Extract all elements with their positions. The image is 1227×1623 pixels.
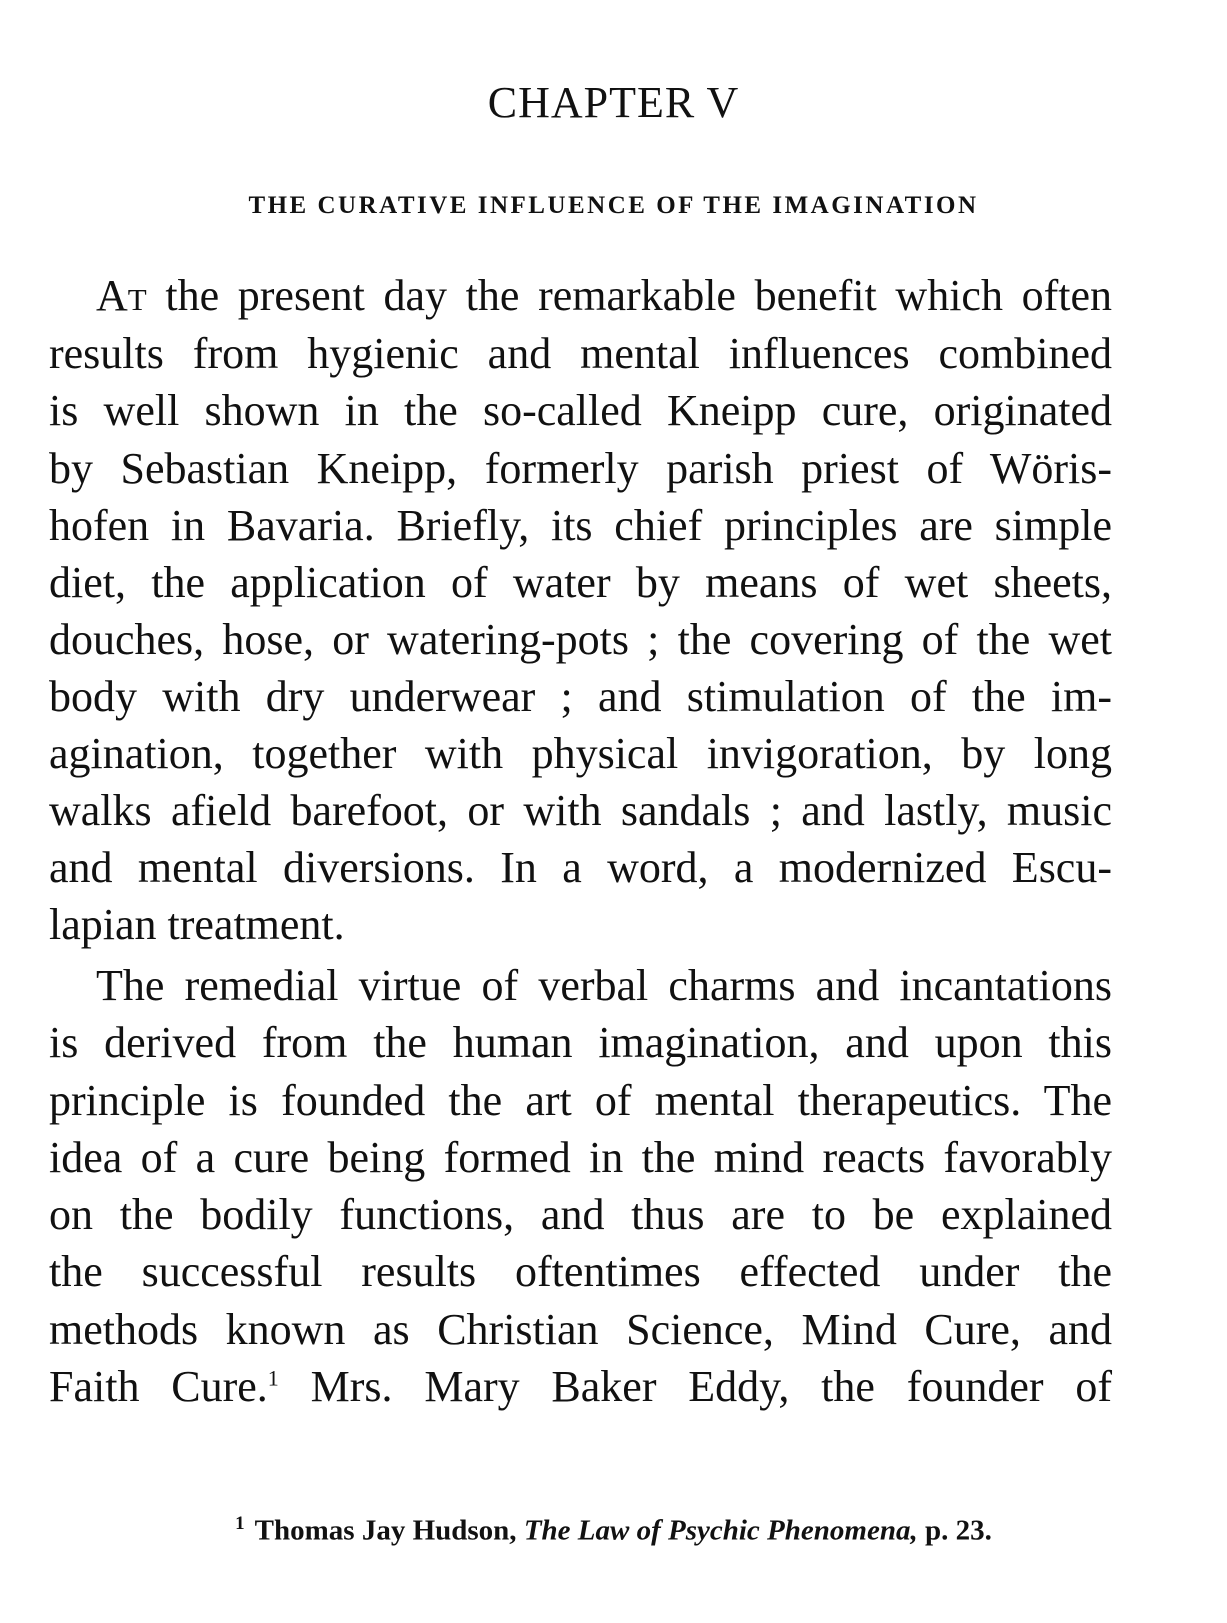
footnote-mark: 1 [235,1513,245,1534]
paragraph-1-line-11: and mental diversions. In a word, a modernized Escu- [49,843,1112,892]
paragraph-1-lead-word: At [96,271,147,320]
paragraph-2-line-3: principle is founded the art of mental therapeutics. The [49,1076,1112,1125]
paragraph-1-line-5: hofen in Bavaria. Briefly, its chief principles are simple [49,501,1112,550]
footnote-reference: 1 [267,1365,279,1391]
paragraph-1-line-9: agination, together with physical invigoration, by long [49,729,1112,778]
chapter-heading: CHAPTER V [487,78,740,127]
paragraph-1-line-6: diet, the application of water by means of wet sheets, [49,558,1112,607]
paragraph-2-line-8-end: Mrs. Mary Baker Eddy, the founder of [278,1362,1112,1411]
paragraph-2-line-6: the successful results oftentimes effected under the [49,1247,1112,1296]
footnote [0,1506,1227,1549]
paragraph-2-line-8 [49,1361,1112,1413]
paragraph-1-line-7: douches, hose, or watering-pots ; the covering of the wet [49,615,1112,664]
chapter-subtitle: THE CURATIVE INFLUENCE OF THE IMAGINATION [248,192,979,219]
paragraph-1-line-12: lapian treatment. [49,900,345,949]
paragraph-1-line-1-text: the present day the remarkable benefit which often [146,271,1112,320]
paragraph-2-line-2: is derived from the human imagination, and upon this [49,1018,1112,1067]
paragraph-1-line-3: is well shown in the so-called Kneipp cure, originated [49,386,1112,435]
paragraph-2-line-4: idea of a cure being formed in the mind reacts favorably [49,1133,1112,1182]
footnote-author: Thomas Jay Hudson, [254,1514,517,1547]
paragraph-1-line-2: results from hygienic and mental influences combined [49,329,1112,378]
paragraph-1-line-1 [96,270,1112,322]
footnote-title: The Law of Psychic Phenomena, [523,1514,918,1547]
paragraph-2-line-1: The remedial virtue of verbal charms and incantations [96,961,1112,1010]
paragraph-1-line-4: by Sebastian Kneipp, formerly parish priest of Wöris- [49,444,1112,493]
paragraph-2-line-8-start: Faith Cure. [49,1362,268,1411]
paragraph-1-line-10: walks afield barefoot, or with sandals ; and lastly, music [49,786,1112,835]
paragraph-2-line-5: on the bodily functions, and thus are to be explained [49,1190,1112,1239]
footnote-page: p. 23. [924,1514,992,1547]
paragraph-2-line-7: methods known as Christian Science, Mind Cure, and [49,1305,1112,1354]
paragraph-1-line-8: body with dry underwear ; and stimulation of the im- [49,672,1112,721]
